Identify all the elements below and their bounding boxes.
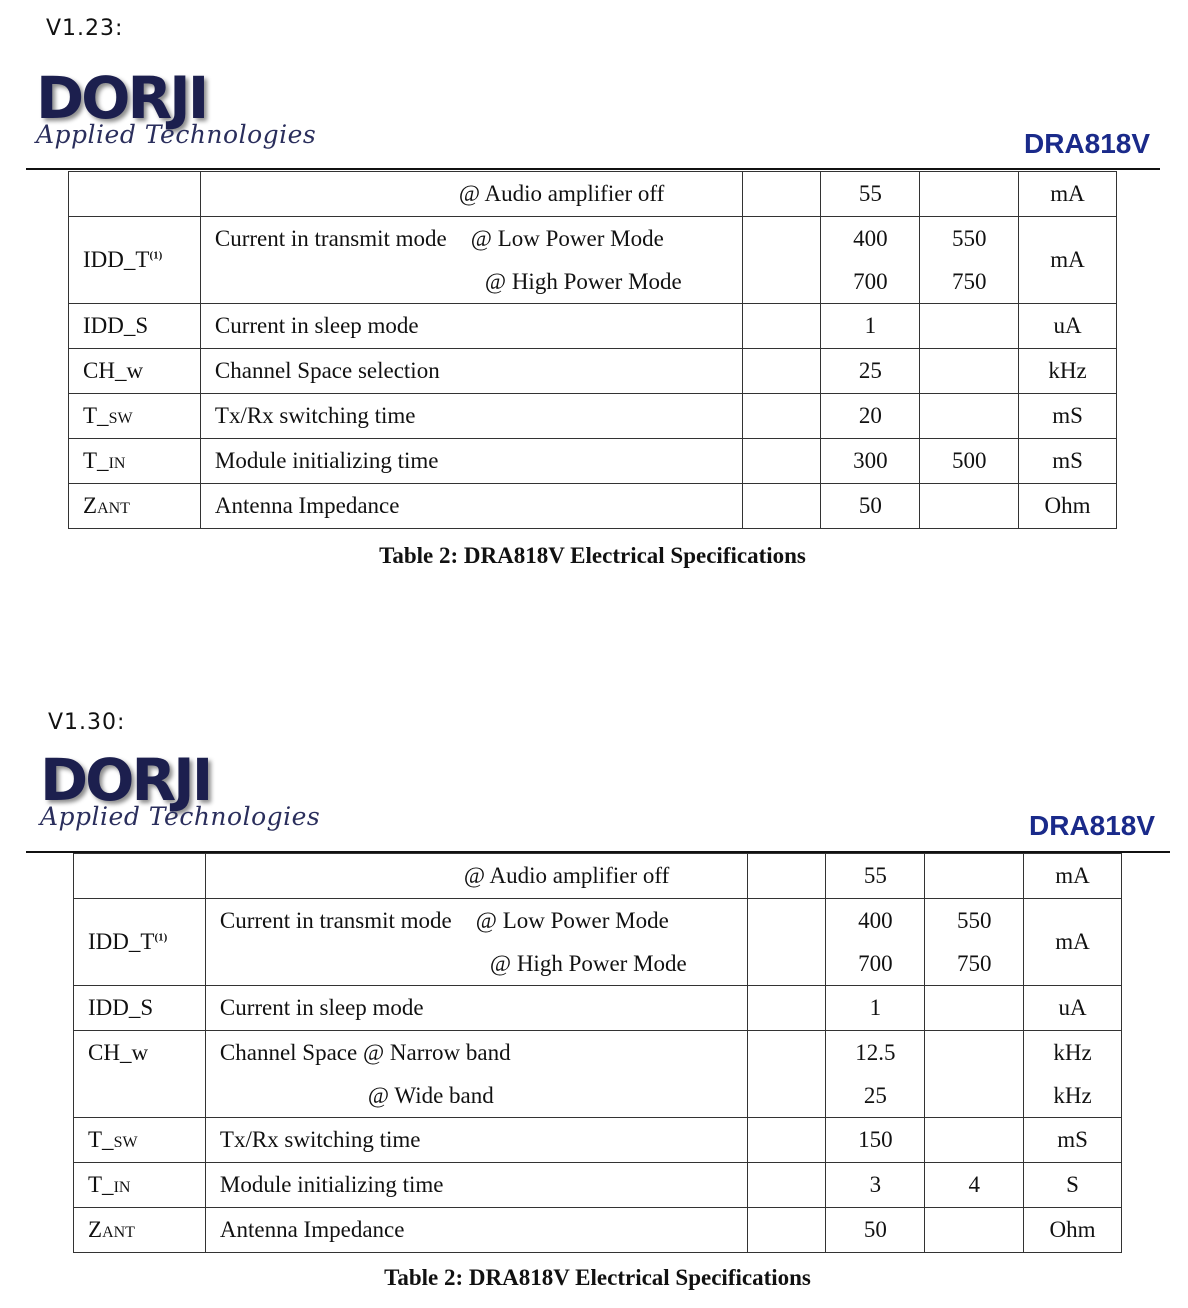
symbol-cell: ZANT: [69, 484, 201, 529]
symbol-cell: T_SW: [69, 394, 201, 439]
model-name: DRA818V: [1029, 810, 1156, 841]
row-desc: Tx/Rx switching time: [205, 1118, 747, 1163]
table-row: [74, 1163, 1122, 1208]
row-desc: Current in transmit mode @ Low Power Mode: [219, 908, 669, 933]
typ-value: 55: [821, 172, 920, 217]
table-caption: Table 2: DRA818V Electrical Specifications: [379, 543, 806, 568]
row-desc: Antenna Impedance: [205, 1208, 747, 1253]
symbol-cell: IDD_T$^{(1)}$: [69, 217, 201, 304]
row-desc: Module initializing time: [205, 1163, 747, 1208]
unit: mA: [1019, 217, 1117, 304]
symbol-cell: CH_w: [69, 349, 201, 394]
row-desc: Module initializing time: [200, 439, 742, 484]
table-row: IDD_T$^{(1)}$ Current in transmit mode @ Low Power Mode @ High Power Mode 400 700 550 750 mA: [69, 217, 1117, 304]
unit: mS: [1019, 394, 1117, 439]
unit: uA: [1024, 986, 1122, 1031]
unit: Ohm: [1024, 1208, 1122, 1253]
typ-value: 55: [826, 854, 925, 899]
unit: mS: [1024, 1118, 1122, 1163]
row-desc: Current in sleep mode: [205, 986, 747, 1031]
table-row: [74, 986, 1122, 1031]
header-rule: [26, 168, 1160, 170]
row-desc: Channel Space @ Narrow band: [219, 1040, 511, 1065]
unit: mS: [1019, 439, 1117, 484]
logo-wordmark: DORJI: [36, 64, 207, 132]
typ-value: 300: [821, 439, 920, 484]
symbol-cell: IDD_S: [74, 986, 206, 1031]
unit: uA: [1019, 304, 1117, 349]
logo-tagline: Applied Technologies: [36, 120, 317, 149]
version-label: V1.23:: [46, 16, 124, 41]
table-row: [69, 394, 1117, 439]
max-value: 4: [925, 1163, 1024, 1208]
table-row: CH_w Channel Space @ Narrow band @ Wide band 12.5 25 kHz kHz: [74, 1031, 1122, 1118]
typ-value: 25: [821, 349, 920, 394]
table-row: [69, 484, 1117, 529]
row-desc: @ Audio amplifier off: [205, 854, 747, 899]
row-desc: Current in transmit mode @ Low Power Mode: [214, 226, 664, 251]
table-caption: Table 2: DRA818V Electrical Specifications: [384, 1265, 811, 1290]
unit: kHz: [1019, 349, 1117, 394]
table-row: [74, 1208, 1122, 1253]
unit: Ohm: [1019, 484, 1117, 529]
unit: mA: [1024, 899, 1122, 986]
typ-value: 1: [821, 304, 920, 349]
typ-value: 1: [826, 986, 925, 1031]
row-desc-sub: @ High Power Mode: [484, 269, 682, 294]
logo-wordmark: DORJI: [40, 746, 211, 814]
table-row: [74, 854, 1122, 899]
typ-value: 150: [826, 1118, 925, 1163]
table-row: [69, 439, 1117, 484]
row-desc: Channel Space selection: [200, 349, 742, 394]
typ-value: 3: [826, 1163, 925, 1208]
typ-value: 50: [826, 1208, 925, 1253]
table-row: [69, 172, 1117, 217]
unit: mA: [1019, 172, 1117, 217]
logo-tagline: Applied Technologies: [40, 802, 321, 831]
max-value: 500: [920, 439, 1019, 484]
spec-table: [73, 853, 1122, 1253]
model-name: DRA818V: [1024, 128, 1151, 159]
symbol-cell: T_IN: [74, 1163, 206, 1208]
typ-value: 50: [821, 484, 920, 529]
row-desc-sub: @ High Power Mode: [489, 951, 687, 976]
table-row: [74, 1118, 1122, 1163]
unit: mA: [1024, 854, 1122, 899]
symbol-cell: ZANT: [74, 1208, 206, 1253]
spec-table: [68, 171, 1117, 529]
symbol-cell: CH_w: [74, 1031, 206, 1118]
row-desc: Current in sleep mode: [200, 304, 742, 349]
table-row: IDD_T$^{(1)}$ Current in transmit mode @ Low Power Mode @ High Power Mode 400 700 550 750 mA: [74, 899, 1122, 986]
dorji-logo: [40, 746, 340, 845]
symbol-cell: IDD_S: [69, 304, 201, 349]
dorji-logo: [36, 64, 336, 163]
table-row: [69, 349, 1117, 394]
table-row: [69, 304, 1117, 349]
row-desc-sub: @ Wide band: [367, 1083, 494, 1108]
symbol-cell: T_IN: [69, 439, 201, 484]
row-desc: @ Audio amplifier off: [200, 172, 742, 217]
symbol-cell: T_SW: [74, 1118, 206, 1163]
unit: S: [1024, 1163, 1122, 1208]
row-desc: Antenna Impedance: [200, 484, 742, 529]
typ-value: 20: [821, 394, 920, 439]
symbol-cell: IDD_T$^{(1)}$: [74, 899, 206, 986]
row-desc: Tx/Rx switching time: [200, 394, 742, 439]
version-label: V1.30:: [48, 710, 126, 735]
